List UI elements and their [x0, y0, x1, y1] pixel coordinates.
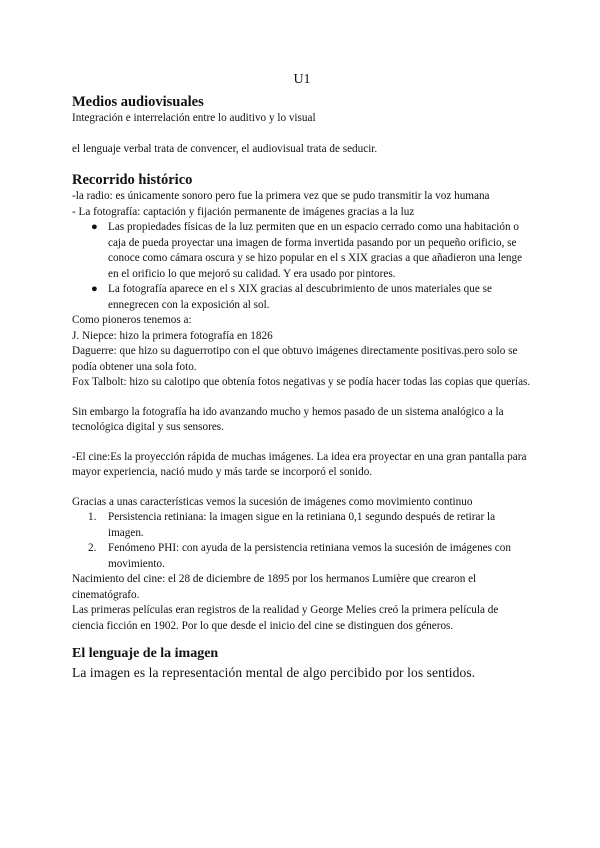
list-number: 2.	[88, 542, 97, 554]
statement-lenguaje-verbal: el lenguaje verbal trata de convencer, el audiovisual trata de seducir.	[72, 142, 378, 155]
paragraph-primeras-peliculas: Las primeras películas eran registros de la realidad y George Melies creó la primera película de ciencia ficción en 1902. Por lo que desde el inicio del cine se distinguen dos géneros.	[72, 604, 499, 632]
numbered-text: Fenómeno PHI: con ayuda de la persistencia retiniana vemos la sucesión de imágenes con movimiento.	[108, 542, 511, 570]
paragraph-movimiento: Gracias a unas características vemos la sucesión de imágenes como movimiento continuo	[72, 495, 473, 508]
subtitle-integracion: Integración e interrelación entre lo auditivo y lo visual	[72, 112, 316, 124]
document-body	[72, 72, 532, 681]
heading-lenguaje-imagen: El lenguaje de la imagen	[72, 646, 219, 661]
paragraph-radio: -la radio: es únicamente sonoro pero fue la primera vez que se pudo transmitir la voz humana	[72, 190, 490, 202]
numbered-text: Persistencia retiniana: la imagen sigue en la retiniana 0,1 segundo después de retirar la imagen.	[108, 511, 496, 539]
heading-recorrido-historico: Recorrido histórico	[72, 172, 193, 188]
numbered-item-phi	[88, 541, 532, 572]
paragraph-niepce: J. Niepce: hizo la primera fotografía en 1826	[72, 329, 273, 342]
numbered-item-persistencia	[88, 510, 532, 541]
paragraph-pioneros: Como pioneros tenemos a:	[72, 314, 192, 326]
photo-bullet-list	[72, 220, 532, 313]
paragraph-analogico: Sin embargo la fotografía ha ido avanzando mucho y hemos pasado de un sistema analógico a la tecnológica digital y sus sensores.	[72, 405, 504, 433]
bullet-text: La fotografía aparece en el s XIX gracias al descubrimiento de unos materiales que se ennegrecen con la exposición al sol.	[108, 283, 492, 311]
bullet-icon: ●	[91, 283, 98, 295]
paragraph-daguerre: Daguerre: que hizo su daguerrotipo con el que obtuvo imágenes directamente positivas.pero solo se podía obtener una sola foto.	[72, 345, 518, 373]
unit-title: U1	[293, 72, 311, 87]
paragraph-talbolt: Fox Talbolt: hizo su calotipo que obtenía fotos negativas y se podía hacer todas las copias que querías.	[72, 376, 531, 388]
bullet-text: Las propiedades físicas de la luz permiten que en un espacio cerrado como una habitación o caja de pueda proyectar una imagen de forma invertida pasando por un pequeño orificio, se conoce como cámara oscura y se hizo popular en el s XIX gracias a que añadieron una lenge en el orificio lo que mejoró su calidad. Y era usado por pintores.	[108, 221, 523, 280]
paragraph-cine: -El cine:Es la proyección rápida de muchas imágenes. La idea era proyectar en una gran pantalla para mayor experiencia, nació mudo y más tarde se incorporó el sonido.	[72, 450, 527, 478]
list-number: 1.	[88, 511, 97, 523]
bullet-item-fotografia-xix	[91, 282, 532, 313]
bullet-item-camara-oscura	[91, 220, 532, 282]
bullet-icon: ●	[91, 221, 98, 233]
paragraph-definicion-imagen: La imagen es la representación mental de algo percibido por los sentidos.	[72, 665, 476, 680]
paragraph-nacimiento-cine: Nacimiento del cine: el 28 de diciembre de 1895 por los hermanos Lumière que crearon el cinematógrafo.	[72, 573, 477, 601]
heading-medios-audiovisuales: Medios audiovisuales	[72, 94, 204, 110]
paragraph-fotografia: - La fotografía: captación y fijación permanente de imágenes gracias a la luz	[72, 205, 415, 218]
motion-numbered-list	[72, 510, 532, 572]
